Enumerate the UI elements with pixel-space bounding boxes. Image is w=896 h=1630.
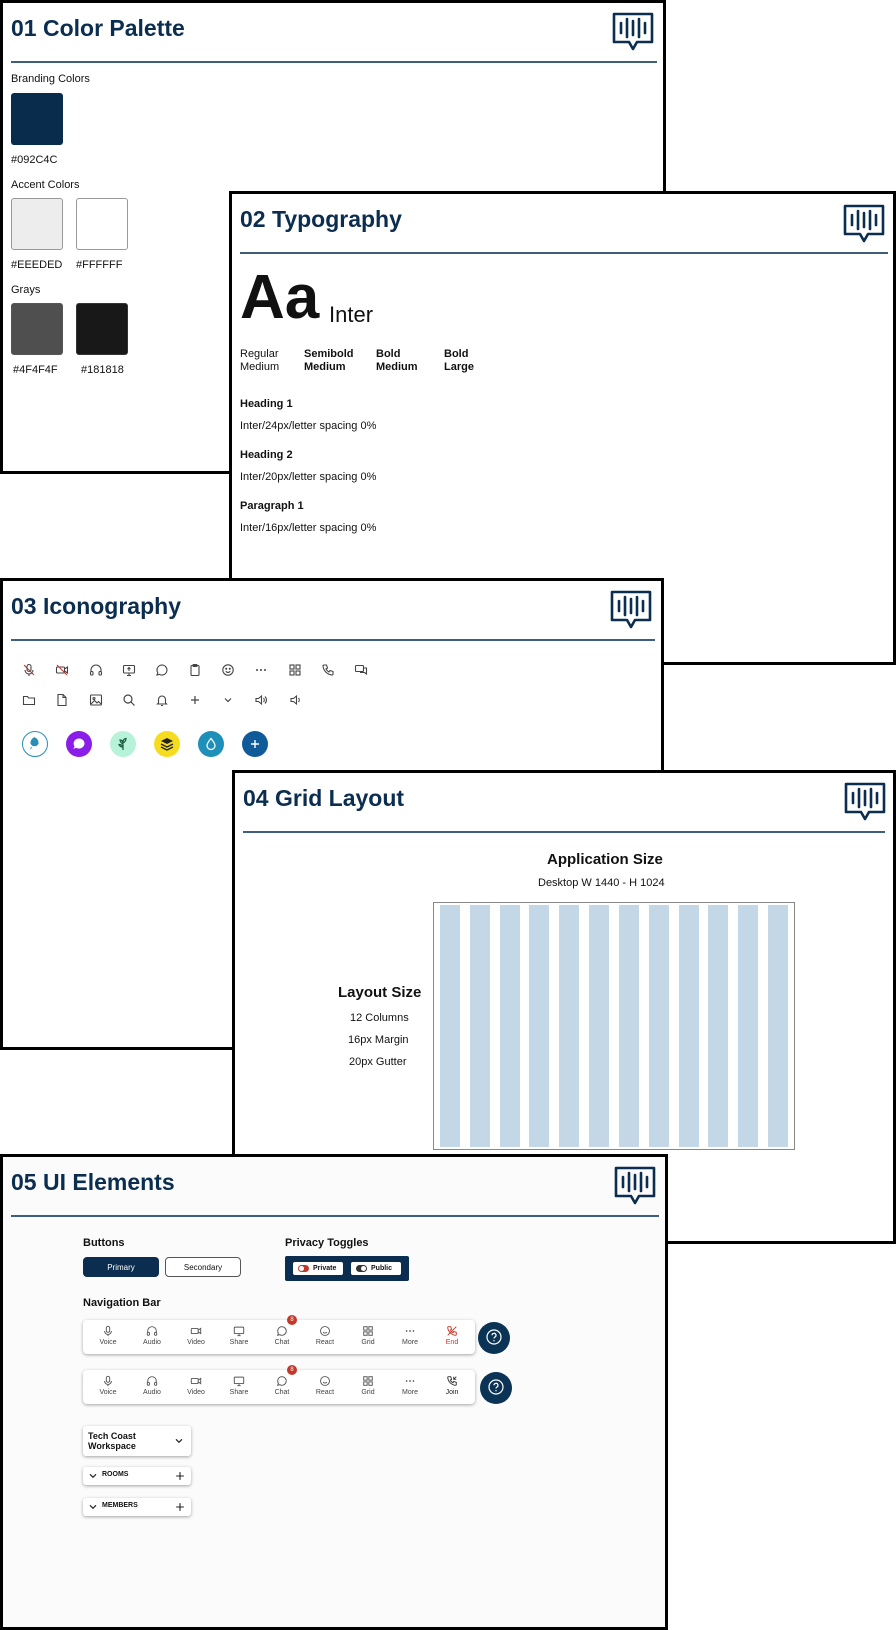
video-off-icon[interactable] bbox=[55, 663, 69, 677]
accent-swatch-2 bbox=[76, 198, 128, 250]
app-size-title: Application Size bbox=[547, 851, 663, 868]
app-logo-icon bbox=[609, 589, 653, 631]
buttons-label: Buttons bbox=[83, 1237, 125, 1249]
navigation-bar-in-call bbox=[83, 1317, 475, 1354]
bell-icon[interactable] bbox=[155, 693, 169, 707]
secondary-button[interactable]: Secondary bbox=[165, 1257, 241, 1277]
workspace-selector[interactable] bbox=[83, 1426, 191, 1456]
panel-title: 02 Typography bbox=[240, 206, 402, 232]
drop-circle-icon[interactable] bbox=[198, 731, 224, 757]
nav-voice-button[interactable]: Voice bbox=[91, 1375, 125, 1396]
speech-bubble-circle-icon[interactable] bbox=[66, 731, 92, 757]
privacy-toggle-group bbox=[285, 1256, 409, 1281]
end-call-icon bbox=[446, 1325, 458, 1337]
nav-react-button[interactable]: React bbox=[308, 1375, 342, 1396]
font-name: Inter bbox=[329, 302, 374, 327]
grid-column bbox=[649, 905, 669, 1147]
app-logo-icon bbox=[842, 203, 886, 245]
weight-semibold: Semibold Medium bbox=[304, 348, 354, 373]
branding-swatch bbox=[11, 93, 63, 145]
weight-bold-large: Bold Large bbox=[444, 348, 474, 373]
headphones-icon bbox=[146, 1375, 158, 1387]
accent-colors-label: Accent Colors bbox=[11, 179, 80, 191]
volume-down-icon[interactable] bbox=[288, 693, 302, 707]
help-icon bbox=[480, 1372, 512, 1404]
app-logo-icon bbox=[611, 11, 655, 53]
privacy-toggles-label: Privacy Toggles bbox=[285, 1237, 369, 1249]
public-label: Public bbox=[371, 1265, 393, 1272]
grid-column bbox=[708, 905, 728, 1147]
gray-swatch-1 bbox=[11, 303, 63, 355]
grid-column bbox=[619, 905, 639, 1147]
app-logo-icon bbox=[843, 781, 887, 823]
add-room-icon[interactable] bbox=[174, 1470, 186, 1482]
columns-value: 12 Columns bbox=[350, 1012, 409, 1024]
nav-end-call-button[interactable]: End bbox=[435, 1325, 469, 1346]
file-icon[interactable] bbox=[55, 693, 69, 707]
chat-unread-badge: 8 bbox=[287, 1365, 297, 1375]
paragraph1-name: Paragraph 1 bbox=[240, 500, 304, 512]
grid-icon bbox=[362, 1325, 374, 1337]
more-icon[interactable] bbox=[254, 663, 268, 677]
divider bbox=[11, 61, 657, 63]
nav-voice-button[interactable]: Voice bbox=[91, 1325, 125, 1346]
smile-icon bbox=[319, 1375, 331, 1387]
chat-icon bbox=[276, 1325, 288, 1337]
more-icon bbox=[404, 1375, 416, 1387]
nav-react-button[interactable]: React bbox=[308, 1325, 342, 1346]
clipboard-icon[interactable] bbox=[188, 663, 202, 677]
nav-audio-button[interactable]: Audio bbox=[135, 1325, 169, 1346]
nav-video-button[interactable]: Video bbox=[179, 1375, 213, 1396]
image-icon[interactable] bbox=[89, 693, 103, 707]
ui-elements-panel bbox=[0, 1154, 668, 1630]
grid-column bbox=[500, 905, 520, 1147]
nav-more-button[interactable]: More bbox=[393, 1375, 427, 1396]
chevron-down-icon bbox=[87, 1470, 99, 1482]
nav-grid-button[interactable]: Grid bbox=[351, 1375, 385, 1396]
nav-share-button[interactable]: Share bbox=[222, 1375, 256, 1396]
private-toggle[interactable] bbox=[293, 1262, 343, 1275]
screen-share-icon bbox=[233, 1375, 245, 1387]
folder-icon[interactable] bbox=[22, 693, 36, 707]
grid-column bbox=[589, 905, 609, 1147]
rocket-circle-icon[interactable] bbox=[22, 731, 48, 757]
swatch-label: #092C4C bbox=[11, 154, 58, 166]
navigation-bar-label: Navigation Bar bbox=[83, 1297, 161, 1309]
panel-title: 03 Iconography bbox=[11, 593, 181, 619]
nav-video-button[interactable]: Video bbox=[179, 1325, 213, 1346]
rooms-section-header[interactable] bbox=[83, 1467, 191, 1485]
weight-regular: Regular Medium bbox=[240, 348, 280, 373]
chevron-down-icon bbox=[173, 1435, 185, 1447]
swatch-label: #4F4F4F bbox=[13, 364, 58, 376]
chat-icon[interactable] bbox=[155, 663, 169, 677]
primary-button[interactable]: Primary bbox=[83, 1257, 159, 1277]
grid-column bbox=[470, 905, 490, 1147]
chevron-down-icon bbox=[87, 1501, 99, 1513]
join-call-icon bbox=[446, 1375, 458, 1387]
help-chat-button[interactable] bbox=[480, 1372, 512, 1404]
gutter-value: 20px Gutter bbox=[349, 1056, 407, 1068]
grid-column bbox=[440, 905, 460, 1147]
workspace-name: Tech Coast Workspace bbox=[88, 1431, 136, 1451]
margin-value: 16px Margin bbox=[348, 1034, 409, 1046]
screen-share-icon[interactable] bbox=[122, 663, 136, 677]
mic-icon bbox=[102, 1325, 114, 1337]
members-label: MEMBERS bbox=[102, 1502, 138, 1509]
grid-column bbox=[559, 905, 579, 1147]
divider bbox=[11, 1215, 659, 1217]
nav-share-button[interactable]: Share bbox=[222, 1325, 256, 1346]
help-icon bbox=[478, 1322, 510, 1354]
toggle-switch-icon bbox=[356, 1265, 367, 1272]
swatch-label: #181818 bbox=[81, 364, 124, 376]
nav-more-button[interactable]: More bbox=[393, 1325, 427, 1346]
panel-title: 04 Grid Layout bbox=[243, 785, 405, 811]
nav-chat-button[interactable]: Chat bbox=[265, 1375, 299, 1396]
layout-size-title: Layout Size bbox=[338, 984, 422, 1001]
chat-icon bbox=[276, 1375, 288, 1387]
gray-swatch-2 bbox=[76, 303, 128, 355]
panel-title: 05 UI Elements bbox=[11, 1169, 175, 1195]
heading2-name: Heading 2 bbox=[240, 449, 293, 461]
nav-join-call-button[interactable]: Join bbox=[435, 1375, 469, 1396]
app-size-value: Desktop W 1440 - H 1024 bbox=[538, 877, 665, 889]
members-section-header[interactable] bbox=[83, 1498, 191, 1516]
panel-title: 01 Color Palette bbox=[11, 15, 185, 41]
chevron-down-icon[interactable] bbox=[221, 693, 235, 707]
heading1-spec: Inter/24px/letter spacing 0% bbox=[240, 420, 377, 432]
grays-label: Grays bbox=[11, 284, 41, 296]
mic-icon bbox=[102, 1375, 114, 1387]
paragraph1-spec: Inter/16px/letter spacing 0% bbox=[240, 522, 377, 534]
headphones-icon bbox=[146, 1325, 158, 1337]
headphones-icon[interactable] bbox=[89, 663, 103, 677]
plus-icon[interactable] bbox=[188, 693, 202, 707]
grid-column bbox=[529, 905, 549, 1147]
public-toggle[interactable] bbox=[351, 1262, 401, 1275]
screen-share-icon bbox=[233, 1325, 245, 1337]
heading1-name: Heading 1 bbox=[240, 398, 293, 410]
smile-icon bbox=[319, 1325, 331, 1337]
messages-icon[interactable] bbox=[354, 663, 368, 677]
nav-chat-button[interactable]: Chat bbox=[265, 1325, 299, 1346]
navigation-bar-pre-call bbox=[83, 1367, 475, 1404]
grid-frame bbox=[433, 902, 795, 1150]
grid-column bbox=[679, 905, 699, 1147]
mic-off-icon[interactable] bbox=[22, 663, 36, 677]
volume-up-icon[interactable] bbox=[254, 693, 268, 707]
add-member-icon[interactable] bbox=[174, 1501, 186, 1513]
heading2-spec: Inter/20px/letter spacing 0% bbox=[240, 471, 377, 483]
weight-bold-medium: Bold Medium bbox=[376, 348, 418, 373]
video-icon bbox=[190, 1375, 202, 1387]
phone-icon[interactable] bbox=[321, 663, 335, 677]
grid-column bbox=[768, 905, 788, 1147]
toggle-switch-icon bbox=[298, 1265, 309, 1272]
app-logo-icon bbox=[613, 1165, 657, 1207]
layers-circle-icon[interactable] bbox=[154, 731, 180, 757]
nav-grid-button[interactable]: Grid bbox=[351, 1325, 385, 1346]
video-icon bbox=[190, 1325, 202, 1337]
smile-icon[interactable] bbox=[221, 663, 235, 677]
type-sample: Aa bbox=[240, 263, 320, 332]
grid-icon bbox=[362, 1375, 374, 1387]
divider bbox=[11, 639, 655, 641]
swatch-label: #EEEDED bbox=[11, 259, 63, 271]
divider bbox=[240, 252, 888, 254]
plus-circle-icon[interactable] bbox=[242, 731, 268, 757]
accent-swatch-1 bbox=[11, 198, 63, 250]
help-chat-button[interactable] bbox=[478, 1322, 510, 1354]
rooms-label: ROOMS bbox=[102, 1471, 129, 1478]
swatch-label: #FFFFFF bbox=[76, 259, 123, 271]
nav-audio-button[interactable]: Audio bbox=[135, 1375, 169, 1396]
search-icon[interactable] bbox=[122, 693, 136, 707]
more-icon bbox=[404, 1325, 416, 1337]
grid-icon[interactable] bbox=[288, 663, 302, 677]
plant-circle-icon[interactable] bbox=[110, 731, 136, 757]
branding-colors-label: Branding Colors bbox=[11, 73, 90, 85]
divider bbox=[243, 831, 885, 833]
grid-column bbox=[738, 905, 758, 1147]
private-label: Private bbox=[313, 1265, 337, 1272]
chat-unread-badge: 8 bbox=[287, 1315, 297, 1325]
